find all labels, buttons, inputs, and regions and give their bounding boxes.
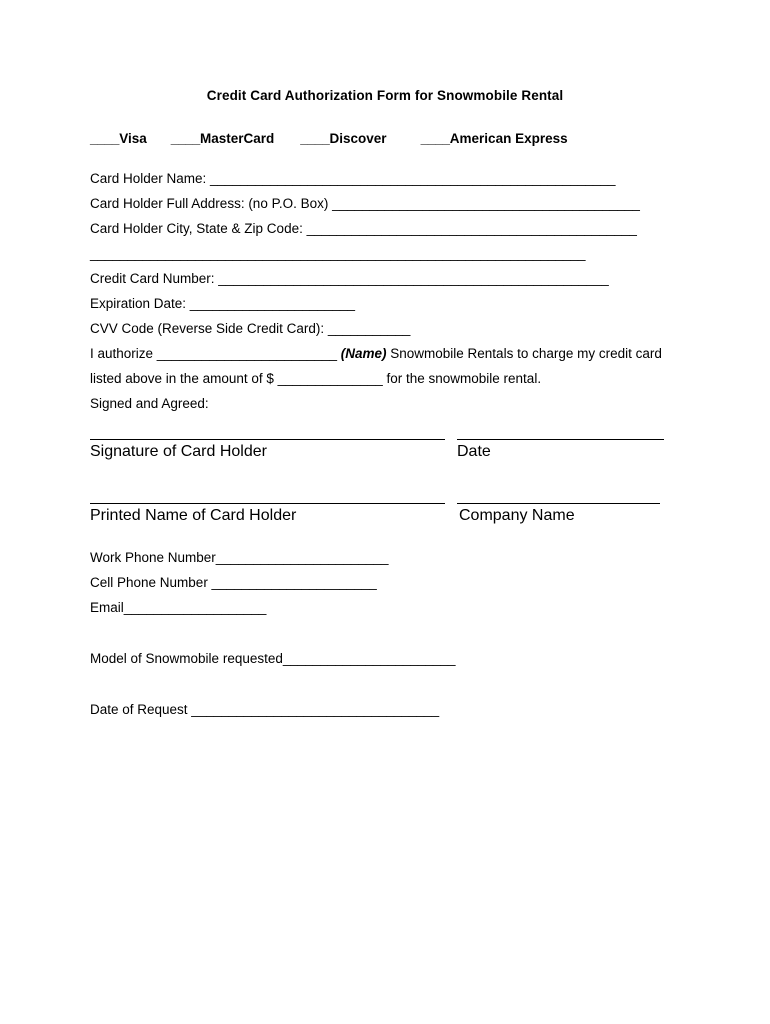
card-type-mastercard-label: MasterCard [200, 131, 275, 146]
card-type-discover-label: Discover [329, 131, 387, 146]
authorization-text-part1: I authorize ________________________ [90, 346, 341, 361]
card-type-amex-label: American Express [449, 131, 568, 146]
signature-rule-line[interactable] [90, 439, 445, 440]
card-type-visa-label: Visa [119, 131, 147, 146]
field-card-holder-address[interactable]: Card Holder Full Address: (no P.O. Box) _________________________________________ [90, 196, 640, 211]
printed-name-label: Printed Name of Card Holder [90, 507, 297, 524]
card-type-amex-blank[interactable]: ____ [420, 131, 450, 146]
card-type-discover[interactable] [300, 131, 386, 146]
card-type-mastercard[interactable] [171, 131, 275, 146]
authorization-text-part2: Snowmobile Rentals to charge my credit card [386, 346, 662, 361]
signature-rule-row-1 [90, 425, 680, 443]
card-type-options [90, 131, 680, 146]
page-title: Credit Card Authorization Form for Snowmobile Rental [206, 88, 564, 103]
form-content [90, 88, 680, 722]
field-card-holder-city-continued[interactable]: __________________________________________________________________ [90, 246, 586, 261]
date-rule-line[interactable] [457, 439, 664, 440]
printed-name-rule-line[interactable] [90, 503, 445, 504]
signature-of-card-holder-label: Signature of Card Holder [90, 443, 267, 460]
signature-rule-row-2 [90, 489, 680, 507]
field-model-requested[interactable]: Model of Snowmobile requested_______________________ [90, 651, 456, 666]
field-card-holder-city[interactable]: Card Holder City, State & Zip Code: ____________________________________________ [90, 221, 637, 236]
card-type-visa[interactable] [90, 131, 147, 146]
card-type-discover-blank[interactable]: ____ [300, 131, 330, 146]
field-card-holder-name[interactable]: Card Holder Name: ______________________________________________________ [90, 171, 616, 186]
signature-label-row-2 [90, 507, 680, 527]
company-name-rule-line[interactable] [457, 503, 660, 504]
date-label: Date [457, 443, 491, 460]
field-credit-card-number[interactable]: Credit Card Number: ____________________________________________________ [90, 271, 609, 286]
authorization-line-1[interactable] [90, 341, 680, 366]
company-name-label: Company Name [459, 507, 575, 524]
field-cell-phone[interactable]: Cell Phone Number ______________________ [90, 575, 377, 590]
card-type-amex[interactable] [421, 131, 568, 146]
field-expiration-date[interactable]: Expiration Date: ______________________ [90, 296, 355, 311]
signed-and-agreed-label: Signed and Agreed: [90, 396, 209, 411]
card-type-visa-blank[interactable]: ____ [90, 131, 120, 146]
field-date-of-request[interactable]: Date of Request _________________________________ [90, 702, 440, 717]
signature-label-row-1 [90, 443, 680, 463]
field-cvv-code[interactable]: CVV Code (Reverse Side Credit Card): ___________ [90, 321, 411, 336]
authorization-line-2[interactable]: listed above in the amount of $ ______________ for the snowmobile rental. [90, 371, 542, 386]
authorization-name-placeholder: (Name) [340, 346, 387, 361]
card-type-mastercard-blank[interactable]: ____ [170, 131, 200, 146]
field-work-phone[interactable]: Work Phone Number_______________________ [90, 550, 389, 565]
field-email[interactable]: Email___________________ [90, 600, 267, 615]
